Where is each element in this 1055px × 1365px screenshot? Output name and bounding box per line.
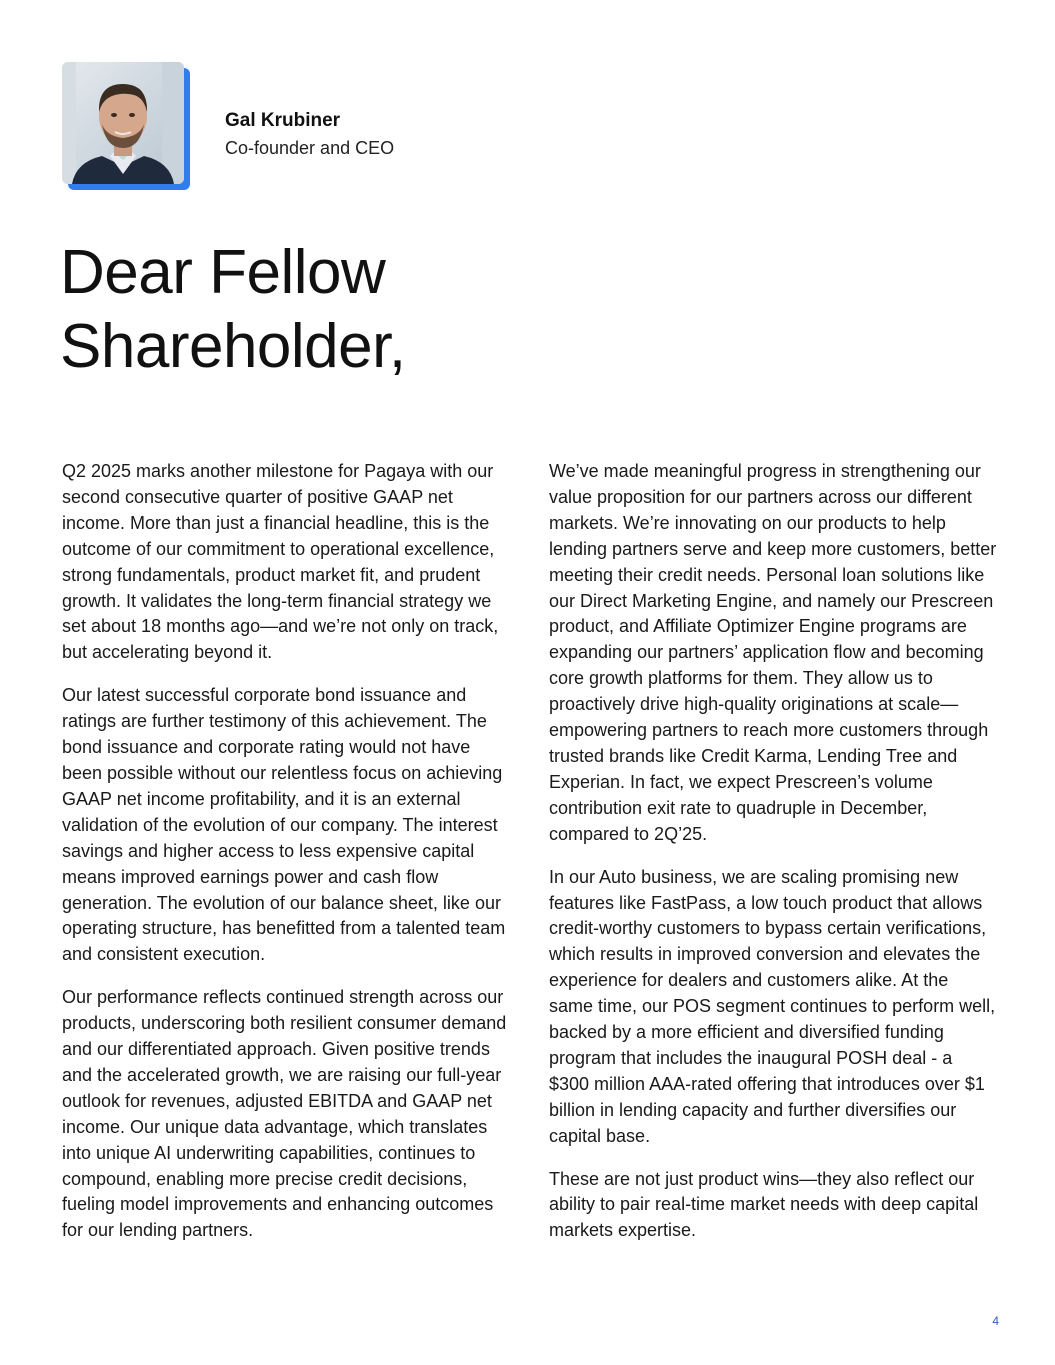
letter-headline [60,236,406,384]
portrait-illustration [62,62,184,184]
paragraph: Our latest successful corporate bond issuance and ratings are further testimony of this achievement. The bond issuance and corporate rating would not have been possible without our relentless focus on achieving GAAP net income profitability, and it is an external validation of the evolution of our company. The interest savings and higher access to less expensive capital means improved earnings power and cash flow generation. The evolution of our balance sheet, like our operating structure, has benefitted from a talented team and consistent execution. [62,685,506,965]
paragraph: We’ve made meaningful progress in strengthening our value proposition for our partners across our different markets. We’re innovating on our products to help lending partners serve and keep more customers, better meeting their credit needs. Personal loan solutions like our Direct Marketing Engine, and namely our Prescreen product, and Affiliate Optimizer Engine programs are expanding our partners’ application flow and becoming core growth platforms for them. They allow us to proactively drive high-quality originations at scale—empowering partners to reach more customers through trusted brands like Credit Karma, Lending Tree and Experian. In fact, we expect Prescreen’s volume contribution exit rate to quadruple in December, compared to 2Q’25. [549,461,997,844]
portrait-image [62,62,184,184]
headline-line-2: Shareholder, [60,312,406,381]
paragraph: These are not just product wins—they also reflect our ability to pair real-time market needs with deep capital markets expertise. [549,1168,979,1241]
headline-line-1: Dear Fellow [60,238,386,307]
author-block [62,62,462,192]
left-column [62,459,510,1261]
paragraph: Our performance reflects continued strength across our products, underscoring both resilient consumer demand and our differentiated approach. Given positive trends and the accelerated growth, we are raising our full-year outlook for revenues, adjusted EBITDA and GAAP net income. Our unique data advantage, which translates into unique AI underwriting capabilities, continues to compound, enabling more precise credit decisions, fueling model improvements and enhancing outcomes for our lending partners. [62,987,507,1241]
right-column [549,459,997,1261]
author-photo [62,62,190,190]
author-title: Co-founder and CEO [225,138,395,158]
paragraph: In our Auto business, we are scaling promising new features like FastPass, a low touch product that allows credit-worthy customers to bypass certain verifications, which results in improved conversion and elevates the experience for dealers and customers alike. At the same time, our POS segment continues to perform well, backed by a more efficient and diversified funding program that includes the inaugural POSH deal - a $300 million AAA-rated offering that introduces over $1 billion in lending capacity and further diversifies our capital base. [549,866,996,1146]
page-number: 4 [992,1314,999,1328]
author-name: Gal Krubiner [225,110,341,131]
paragraph: Q2 2025 marks another milestone for Pagaya with our second consecutive quarter of positive GAAP net income. More than just a financial headline, this is the outcome of our commitment to operational excellence, strong fundamentals, product market fit, and prudent growth. It validates the long-term financial strategy we set about 18 months ago—and we’re not only on track, but accelerating beyond it. [62,461,499,663]
